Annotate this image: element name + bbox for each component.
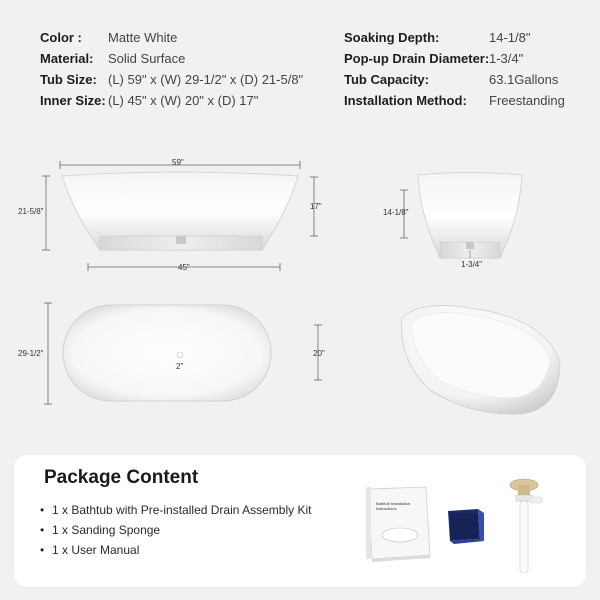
dim-front-height: 21-5/8" — [18, 207, 44, 216]
spec-value: 14-1/8" — [489, 30, 531, 45]
spec-value: Matte White — [108, 30, 178, 45]
manual-cover-text: Bathtub Installation Instructions — [376, 501, 411, 511]
spec-label: Color : — [40, 30, 82, 45]
top-view — [44, 303, 322, 404]
spec-label: Inner Size: — [40, 93, 106, 108]
spec-value: (L) 45" x (W) 20" x (D) 17" — [108, 93, 259, 108]
spec-value: (L) 59" x (W) 29-1/2" x (D) 21-5/8" — [108, 72, 304, 87]
dim-top-width: 29-1/2" — [18, 349, 44, 358]
spec-label: Tub Capacity: — [344, 72, 429, 87]
spec-label: Soaking Depth: — [344, 30, 440, 45]
spec-label: Tub Size: — [40, 72, 97, 87]
spec-label: Material: — [40, 51, 94, 66]
sanding-sponge-image — [444, 505, 486, 545]
front-view — [42, 161, 318, 271]
package-title: Package Content — [44, 467, 199, 488]
list-item: • 1 x Bathtub with Pre-installed Drain Assembly Kit — [40, 503, 312, 517]
dim-front-inner-length: 45" — [178, 263, 190, 272]
perspective-view — [402, 306, 560, 415]
spec-value: 1-3/4" — [489, 51, 524, 66]
dim-drain: 1-3/4" — [461, 260, 483, 269]
dim-top-drain: 2" — [176, 362, 184, 371]
package-content-panel — [14, 455, 586, 587]
spec-value: Freestanding — [489, 93, 565, 108]
user-manual-image — [362, 485, 432, 563]
list-item: • 1 x Sanding Sponge — [40, 523, 161, 537]
dim-top-inner-width: 20" — [313, 349, 325, 358]
package-list — [40, 500, 311, 560]
spec-value: 63.1Gallons — [489, 72, 559, 87]
spec-label: Pop-up Drain Diameter: — [344, 51, 490, 66]
dim-front-length: 59" — [172, 158, 184, 167]
side-view — [400, 173, 522, 259]
dim-side-depth: 14-1/8" — [383, 208, 409, 217]
spec-label: Installation Method: — [344, 93, 467, 108]
spec-value: Solid Surface — [108, 51, 186, 66]
list-item: • 1 x User Manual — [40, 543, 140, 557]
dim-front-inner-depth: 17" — [310, 202, 322, 211]
drain-assembly-image — [502, 477, 548, 577]
